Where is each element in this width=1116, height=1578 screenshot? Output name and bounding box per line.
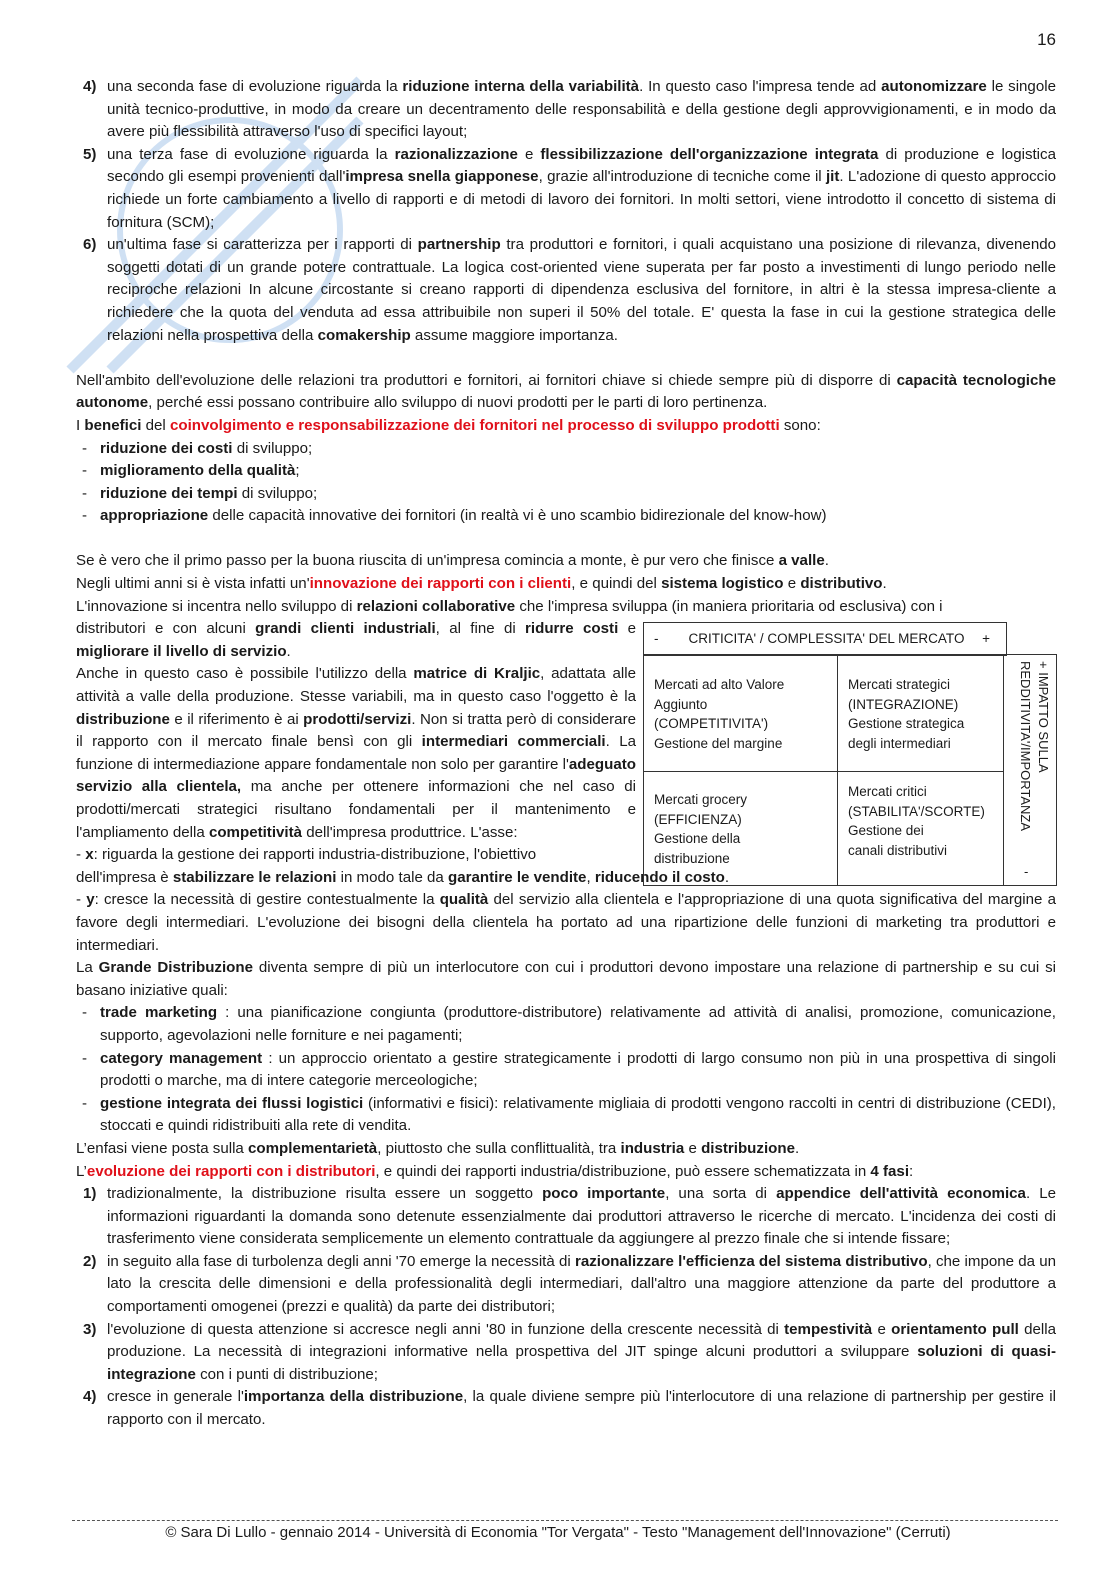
- document-body: [76, 76, 1056, 1432]
- y-axis-label: + IMPATTO SULLA REDDITIVITA'/IMPORTANZA: [1018, 661, 1051, 832]
- list-item: 1) tradizionalmente, la distribuzione risulta essere un soggetto poco importante, una sorta di appendice dell'attività economica. Le informazioni riguardanti la domanda sono detenute essenzialmente dai produttori attraverso le ricerche di mercato. L'incidenza dei costi di trasferimento viene considerata semplicemente un elemento contrattuale da aggiungere al prezzo finale che si intende fissare;: [83, 1185, 1056, 1248]
- matrix-cell-critici: Mercati critici (STABILITA'/SCORTE) Gestione dei canali distributivi: [838, 772, 1004, 885]
- y-axis-minus: -: [1024, 863, 1029, 879]
- list-item: 2) in seguito alla fase di turbolenza degli anni '70 emerge la necessità di razionalizzare l'efficienza del sistema distributivo, che impone da un lato la crescita delle dimensioni e della professionalità degli intermediari, dall'altro una maggiore attenzione da parte del produttore a comportamenti omogenei (prezzi e qualità) da parte dei distributori;: [83, 1252, 1057, 1316]
- list-item: 6) un'ultima fase si caratterizza per i rapporti di partnership tra produttori e fornitori, i quali acquistano una posizione di rilevanza, divenendo soggetti dotati di un grande potere contrattuale. La logica cost-oriented viene superata per far posto a investimenti di lungo periodo nelle reciproche relazioni In alcune circostante si creano rapporti di dipendenza esclusiva del fornitore, in altri è la stessa impresa-cliente a richiedere che la quota del venduta ad essa attribuibile non superi il 50% del totale. E' questa la fase in cui la gestione strategica delle relazioni nella prospettiva della comakership assume maggiore importanza.: [83, 236, 1057, 344]
- paragraph-y: - y: cresce la necessità di gestire contestualmente la qualità del servizio alla clientela e l'appropriazione di una quota significativa del margine a favore degli intermediari. L'evoluzione dei bisogni della clientela ha portato ad una ripartizione delle funzioni di marketing tra produttori e intermediari.: [76, 891, 1056, 954]
- paragraph-kraljic: distributori e con alcuni grandi clienti industriali, al fine di ridurre costi e migliorare il livello di servizio. Anche in questo caso è possibile l'utilizzo della matrice di Kraljic, adattata alle attività a valle della produzione. Stesse variabili, ma in questo caso l'oggetto è la distribuzione e il riferimento è ai prodotti/servizi. Non si tratta però di considerare il rapporto con il mercato finale bensì con gli intermediari commerciali. La funzione di intermediazione appare fondamentale non solo per garantire l'adeguato servizio alla clientela, ma anche per ottenere informazioni che nel caso di prodotti/mercati strategici risultano fondamentali per il mantenimento e l'ampliamento della competitività dell'impresa produttrice. L'asse: - x: riguarda la gestione dei rapporti industria-distribuzione, l'obiettivo: [76, 620, 637, 864]
- fasi-fornitori-list: [76, 76, 1056, 347]
- list-item: 4) una seconda fase di evoluzione riguarda la riduzione interna della variabilità. In questo caso l'impresa tende ad autonomizzare le singole unità tecnico-produttive, in modo da creare un decentramento delle responsabilità e della gestione degli approvvigionamenti, e in modo da avere più flessibilità attraverso l'uso di specifici layout;: [83, 78, 1056, 141]
- list-item: - riduzione dei tempi di sviluppo;: [82, 484, 318, 502]
- list-item: 3) l'evoluzione di questa attenzione si accresce negli anni '80 in funzione della crescente necessità di tempestività e orientamento pull della produzione. La necessità di integrazioni informative nella prospettiva del JIT spinge alcuni produttori a sviluppare soluzioni di quasi-integrazione con i punti di distribuzione;: [83, 1320, 1056, 1383]
- footer-divider: [72, 1520, 1058, 1521]
- axis-plus: +: [982, 630, 990, 646]
- list-item: - miglioramento della qualità;: [82, 462, 300, 480]
- list-item: 4) cresce in generale l'importanza della distribuzione, la quale diviene sempre più l'interlocutore di una relazione di partnership per gestire il rapporto con il mercato.: [83, 1388, 1057, 1429]
- axis-minus: -: [654, 630, 659, 646]
- paragraph-relazioni: L'innovazione si incentra nello sviluppo di relazioni collaborative che l'impresa sviluppa (in maniera prioritaria od esclusiva) con i: [76, 597, 943, 615]
- list-item: - trade marketing : una pianificazione congiunta (produttore-distributore) relativamente ad attività di analisi, promozione, comunicazione, supporto, agevolazioni nelle forniture e nei pagamenti;: [82, 1004, 1056, 1044]
- paragraph-enfasi: L’enfasi viene posta sulla complementarietà, piuttosto che sulla conflittualità, tra industria e distribuzione.: [76, 1139, 800, 1157]
- benefici-list: [76, 438, 1056, 528]
- matrix-cell-grocery: Mercati grocery (EFFICIENZA) Gestione della distribuzione: [644, 772, 838, 885]
- list-item: - riduzione dei costi di sviluppo;: [82, 439, 313, 457]
- gd-list: [76, 1002, 1056, 1138]
- page-footer: © Sara Di Lullo - gennaio 2014 - Università di Economia "Tor Vergata" - Testo "Management dell'Innovazione" (Cerruti): [165, 1524, 951, 1541]
- list-item: 5) una terza fase di evoluzione riguarda la razionalizzazione e flessibilizzazione dell'organizzazione integrata di produzione e logistica secondo gli esempi provenienti dall'impresa snella giapponese, grazie all'introduzione di tecniche come il jit. L'adozione di questo approccio richiede un forte cambiamento a livello di rapporti e di metodi di lavoro dei fornitori. In molti settori, viene introdotto il concetto di sistema di fornitura (SCM);: [83, 145, 1056, 231]
- matrix-grid: [643, 654, 1057, 886]
- paragraph-evoluzione: L’evoluzione dei rapporti con i distributori, e quindi dei rapporti industria/distribuzione, può essere schematizzata in 4 fasi:: [76, 1162, 914, 1180]
- kraljic-matrix: [643, 618, 1057, 888]
- paragraph-grande-distribuzione: La Grande Distribuzione diventa sempre di più un interlocutore con cui i produttori devono impostare una relazione di partnership e su cui si basano iniziative quali:: [76, 959, 1056, 999]
- fasi-distribuzione-list: [76, 1183, 1056, 1432]
- matrix-x-axis-header: [643, 622, 1007, 656]
- page-number: 16: [1037, 30, 1056, 49]
- list-item: - gestione integrata dei flussi logistici (informativi e fisici): relativamente migliaia di prodotti vengono raccolti in centri di distribuzione (CEDI), stoccati e quindi ridistribuiti alla rete di vendita.: [82, 1094, 1056, 1135]
- matrix-y-axis: [1004, 655, 1056, 885]
- paragraph-valle: Se è vero che il primo passo per la buona riuscita di un'impresa comincia a monte, è pur vero che finisce a valle.: [76, 552, 829, 570]
- matrix-cell-strategici: Mercati strategici (INTEGRAZIONE) Gestione strategica degli intermediari: [838, 655, 1004, 772]
- matrix-cell-alto-valore: Mercati ad alto Valore Aggiunto (COMPETITIVITA') Gestione del margine: [644, 655, 838, 772]
- axis-label: CRITICITA' / COMPLESSITA' DEL MERCATO: [688, 630, 965, 646]
- paragraph-x-cont: dell'impresa è stabilizzare le relazioni in modo tale da garantire le vendite, riducendo il costo.: [76, 868, 730, 886]
- paragraph-fornitori: Nell'ambito dell'evoluzione delle relazioni tra produttori e fornitori, ai fornitori chiave si chiede sempre più di disporre di capacità tecnologiche autonome, perché essi possano contribuire allo sviluppo di nuovi prodotti per le parti di loro pertinenza.: [76, 371, 1056, 412]
- paragraph-benefici: I benefici del coinvolgimento e responsabilizzazione dei fornitori nel processo di sviluppo prodotti sono:: [76, 416, 821, 434]
- paragraph-clienti: Negli ultimi anni si è vista infatti un'innovazione dei rapporti con i clienti, e quindi del sistema logistico e distributivo.: [76, 575, 887, 593]
- list-item: - category management : un approccio orientato a gestire strategicamente i prodotti di largo consumo non più in una prospettiva di singoli prodotti o marche, ma di intere categorie merceologiche;: [82, 1049, 1057, 1090]
- list-item: - appropriazione delle capacità innovative dei fornitori (in realtà vi è uno scambio bidirezionale del know-how): [82, 507, 827, 525]
